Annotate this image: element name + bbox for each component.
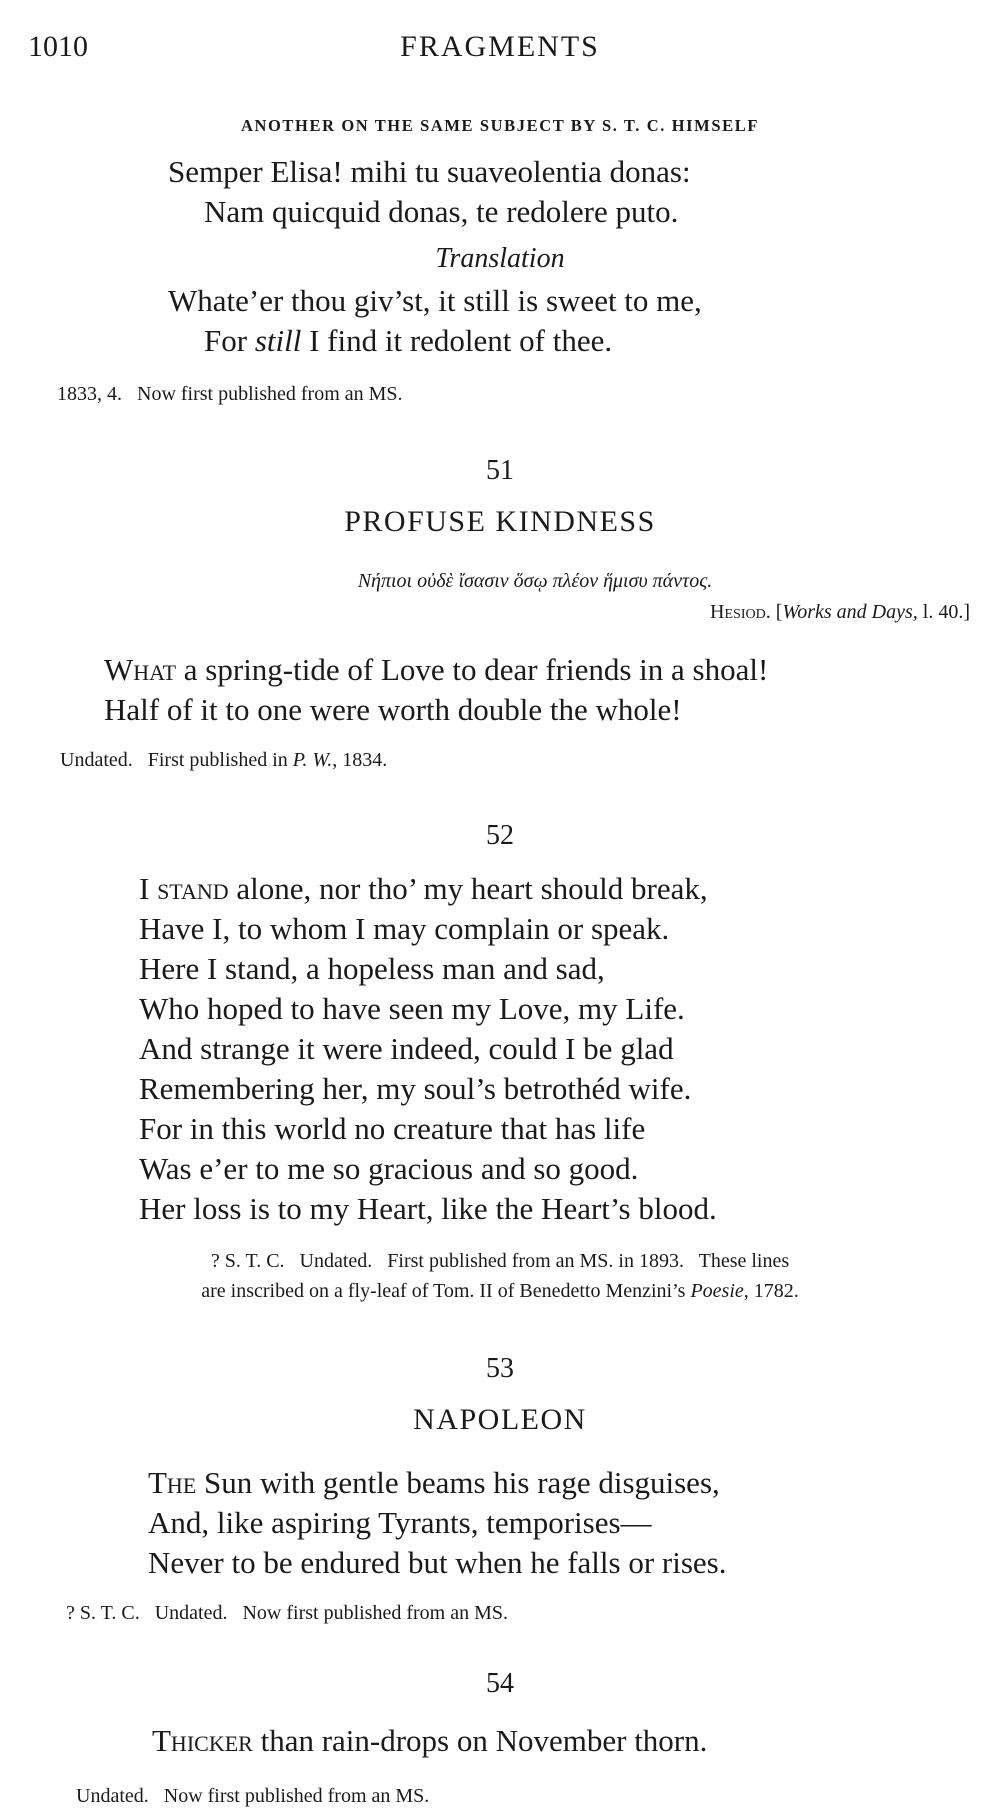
latin-verse [168,152,691,232]
bracket-close: ] [963,601,970,623]
publication-note [60,749,387,772]
poem-verse [152,1721,707,1761]
verse-line: Half of it to one were worth double the whole! [104,692,682,727]
italic-word: still [254,323,302,358]
verse-text: Sun with gentle beams his rage disguises, [196,1465,720,1500]
verse-line: Have I, to whom I may complain or speak. [139,911,670,946]
running-title: FRAGMENTS [400,30,600,63]
citation-line: l. 40. [922,601,964,623]
poem-title: NAPOLEON [413,1403,587,1436]
publication-note: Undated. Now first published from an MS. [76,1785,430,1807]
verse-line: Her loss is to my Heart, like the Heart’s blood. [139,1191,717,1226]
publication-note: ? S. T. C. Undated. Now first published from an MS. [66,1602,509,1624]
italic-text: P. W. [292,749,333,771]
small-caps-word: Thicker [152,1723,253,1758]
verse-text: a spring-tide of Love to dear friends in a shoal! [176,652,769,687]
verse-line: Who hoped to have seen my Love, my Life. [139,991,685,1026]
epigraph-citation [710,601,970,624]
note-text: , 1834. [332,749,388,771]
translation-label: Translation [435,243,565,274]
verse-line [168,321,702,361]
note-text: Undated. First published in [60,749,293,771]
poem-number: 52 [486,820,514,851]
publication-note-continued [0,1280,1000,1303]
verse-line: Never to be endured but when he falls or rises. [148,1545,727,1580]
verse-line: Here I stand, a hopeless man and sad, [139,951,605,986]
small-caps-word: What [104,652,177,687]
poem-verse [148,1463,726,1583]
verse-line: Was e’er to me so gracious and so good. [139,1151,639,1186]
poem-number: 53 [486,1353,514,1384]
small-caps-word: The [148,1465,197,1500]
page-number: 1010 [28,30,88,63]
poem-number: 51 [486,455,514,486]
poem-number: 54 [486,1668,514,1699]
citation-work: Works and Days, [782,601,918,623]
verse-line [148,1463,726,1503]
note-text: are inscribed on a fly-leaf of Tom. II of Benedetto Menzini’s [201,1280,691,1302]
poem-title: PROFUSE KINDNESS [344,505,656,538]
verse-text: than rain-drops on November thorn. [252,1723,708,1758]
verse-text: For [204,323,255,358]
verse-line: And strange it were indeed, could I be glad [139,1031,674,1066]
verse-line: For in this world no creature that has life [139,1111,646,1146]
poem-verse [139,869,717,1229]
verse-line: Remembering her, my soul’s betrothéd wife. [139,1071,692,1106]
italic-text: Poesie [690,1280,744,1302]
citation-author: Hesiod. [710,601,771,623]
section-subheading: ANOTHER ON THE SAME SUBJECT BY S. T. C. HIMSELF [240,116,760,135]
verse-line: Whate’er thou giv’st, it still is sweet to me, [168,283,702,318]
verse-line: And, like aspiring Tyrants, temporises— [148,1505,652,1540]
note-text: , 1782. [743,1280,799,1302]
bracket-open: [ [775,601,783,623]
verse-text: I find it redolent of thee. [301,323,613,358]
verse-text: alone, nor tho’ my heart should break, [228,871,708,906]
verse-line [139,869,717,909]
verse-line [152,1721,707,1761]
verse-line: Semper Elisa! mihi tu suaveolentia donas: [168,154,691,189]
verse-line: Nam quicquid donas, te redolere puto. [204,194,679,229]
greek-epigraph: Νήπιοι οὐδὲ ἴσασιν ὅσῳ πλέον ἥμισυ πάντος. [357,570,713,592]
publication-note: ? S. T. C. Undated. First published from an MS. in 1893. These lines [210,1250,790,1272]
translation-verse [168,281,702,361]
verse-line [104,650,768,690]
small-caps-word: I stand [139,871,229,906]
poem-verse [104,650,768,730]
publication-note: 1833, 4. Now first published from an MS. [57,383,403,405]
